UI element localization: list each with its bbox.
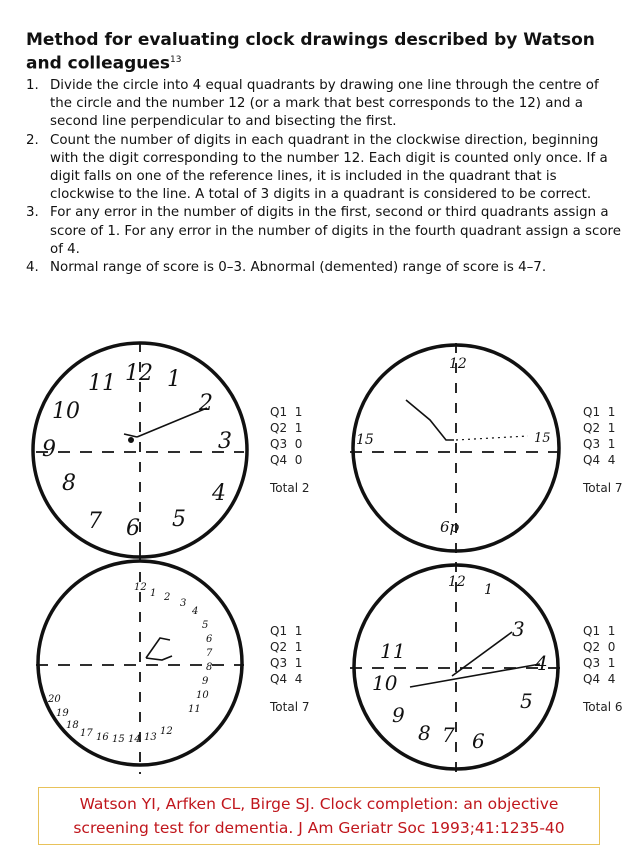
clock-digit: 5 bbox=[202, 620, 209, 631]
clock-digit: 6 bbox=[126, 516, 140, 541]
clock-digit: 9 bbox=[42, 437, 56, 462]
clock-digit: 5 bbox=[172, 507, 186, 532]
quadrant-score: 1 bbox=[294, 656, 303, 670]
clock-digit: 13 bbox=[144, 732, 157, 743]
score-row bbox=[583, 639, 622, 655]
total-score: Total 7 bbox=[270, 700, 310, 714]
step-text: For any error in the number of digits in the first, second or third quadrants assign a score of 1. For any error in the number of digits in the fourth quadrant assign a score of 4. bbox=[50, 205, 622, 257]
quadrant-label: Q1 bbox=[583, 624, 601, 638]
clock-4-scores bbox=[583, 623, 622, 715]
clock-digit: 1 bbox=[150, 588, 157, 599]
step-text: Divide the circle into 4 equal quadrants by drawing one line through the centre of the circle and the number 12 (or a mark that best corresponds to the 12) and a second line perpendicular to and bisecting the first. bbox=[50, 78, 599, 130]
clock-drawings-svg bbox=[0, 340, 638, 780]
clock-hand bbox=[452, 632, 512, 676]
clock-digit: 17 bbox=[80, 728, 93, 739]
step-text: Normal range of score is 0–3. Abnormal (demented) range of score is 4–7. bbox=[50, 260, 547, 276]
clock-digit: 8 bbox=[62, 471, 76, 496]
quadrant-label: Q1 bbox=[270, 624, 288, 638]
citation-line: screening test for dementia. J Am Geriatr Soc 1993;41:1235-40 bbox=[73, 819, 565, 837]
clock-digit: 5 bbox=[520, 689, 533, 713]
score-row bbox=[270, 639, 309, 655]
clock-digit: 6 bbox=[206, 634, 213, 645]
clock-digit: 4 bbox=[212, 481, 226, 506]
quadrant-score: 0 bbox=[294, 437, 303, 451]
score-row bbox=[270, 623, 309, 639]
step-item bbox=[26, 259, 622, 277]
clock-digit: 19 bbox=[56, 708, 69, 719]
clock-digit: 3 bbox=[512, 617, 525, 641]
score-row bbox=[583, 404, 622, 420]
quadrant-score: 1 bbox=[294, 624, 303, 638]
clock-digit: 9 bbox=[392, 703, 405, 727]
clock-digit: 12 bbox=[134, 582, 147, 593]
clock-digit: 10 bbox=[372, 671, 398, 695]
clock-digit: 1 bbox=[484, 582, 493, 598]
clock-digit: 4 bbox=[535, 651, 548, 675]
clock-hand bbox=[137, 408, 207, 437]
score-row bbox=[583, 452, 622, 468]
quadrant-score: 4 bbox=[294, 672, 303, 686]
quadrant-label: Q2 bbox=[583, 421, 601, 435]
clock-digit: 18 bbox=[66, 720, 79, 731]
quadrant-score: 1 bbox=[294, 640, 303, 654]
quadrant-label: Q4 bbox=[583, 453, 601, 467]
clock-digit: 10 bbox=[196, 690, 209, 701]
method-steps bbox=[26, 77, 622, 277]
clock-digit: 6 bbox=[472, 729, 485, 753]
clock-digit: 6p bbox=[440, 518, 460, 536]
clock-digit: 11 bbox=[188, 704, 201, 715]
score-row bbox=[583, 436, 622, 452]
citation-box bbox=[38, 787, 600, 845]
clock-digit: 16 bbox=[96, 732, 109, 743]
clock-center bbox=[129, 438, 134, 443]
quadrant-score: 4 bbox=[607, 672, 616, 686]
total-score: Total 6 bbox=[583, 700, 623, 714]
clock-2-digits bbox=[356, 356, 551, 536]
title-reference: 13 bbox=[170, 55, 182, 65]
quadrant-score: 1 bbox=[607, 624, 616, 638]
clock-digit: 10 bbox=[52, 399, 80, 424]
quadrant-score: 1 bbox=[607, 656, 616, 670]
score-row bbox=[270, 671, 309, 687]
quadrant-label: Q3 bbox=[270, 656, 288, 670]
clock-digit: 12 bbox=[160, 726, 173, 737]
quadrant-score: 1 bbox=[607, 437, 616, 451]
clock-hand bbox=[124, 434, 137, 437]
clock-digit: 14 bbox=[128, 734, 141, 745]
step-item bbox=[26, 132, 622, 205]
title-text: Method for evaluating clock drawings described by Watson and colleagues bbox=[26, 30, 595, 74]
clock-3-scores bbox=[270, 623, 309, 715]
clock-hand bbox=[456, 436, 528, 440]
clock-digit: 1 bbox=[167, 367, 181, 392]
clock-digit: 15 bbox=[534, 431, 551, 446]
step-number: 2. bbox=[26, 132, 39, 148]
step-number: 3. bbox=[26, 205, 39, 221]
score-row bbox=[270, 655, 309, 671]
quadrant-label: Q4 bbox=[270, 453, 288, 467]
clock-1-scores bbox=[270, 404, 309, 496]
clock-3-digits bbox=[47, 582, 213, 745]
quadrant-score: 1 bbox=[607, 405, 616, 419]
clock-4-digits bbox=[372, 574, 548, 753]
quadrant-score: 4 bbox=[607, 453, 616, 467]
clock-digit: 2 bbox=[199, 391, 213, 416]
clock-digit: 20 bbox=[48, 694, 61, 705]
clock-digit: 7 bbox=[206, 648, 213, 659]
clock-digit: 15 bbox=[112, 734, 125, 745]
clock-2-scores bbox=[583, 404, 622, 496]
clock-digit: 2 bbox=[164, 592, 171, 603]
clock-hand bbox=[146, 638, 170, 658]
total-score: Total 7 bbox=[583, 481, 623, 495]
clock-digit: 8 bbox=[206, 662, 213, 673]
quadrant-score: 1 bbox=[607, 421, 616, 435]
total-score: Total 2 bbox=[270, 481, 310, 495]
clock-digit: 11 bbox=[380, 639, 406, 663]
score-row bbox=[270, 452, 309, 468]
step-item bbox=[26, 77, 622, 132]
quadrant-label: Q3 bbox=[270, 437, 288, 451]
clock-digit: 12 bbox=[449, 356, 467, 372]
clock-digit: 12 bbox=[125, 361, 153, 386]
step-number: 1. bbox=[26, 78, 39, 93]
quadrant-label: Q3 bbox=[583, 656, 601, 670]
quadrant-label: Q3 bbox=[583, 437, 601, 451]
quadrant-score: 1 bbox=[294, 405, 303, 419]
clock-hand bbox=[406, 400, 454, 440]
step-item bbox=[26, 204, 622, 259]
quadrant-score: 0 bbox=[607, 640, 616, 654]
quadrant-label: Q4 bbox=[270, 672, 288, 686]
score-row bbox=[583, 623, 622, 639]
clock-digit: 11 bbox=[88, 371, 116, 396]
quadrant-label: Q2 bbox=[270, 421, 288, 435]
quadrant-score: 0 bbox=[294, 453, 303, 467]
citation-line: Watson YI, Arfken CL, Birge SJ. Clock completion: an objective bbox=[79, 795, 559, 813]
step-number: 4. bbox=[26, 260, 39, 276]
clock-drawing-4 bbox=[350, 562, 562, 778]
clock-drawings-figure bbox=[0, 340, 638, 780]
quadrant-label: Q2 bbox=[583, 640, 601, 654]
clock-hand bbox=[410, 664, 540, 687]
page-title bbox=[26, 30, 616, 74]
quadrant-label: Q4 bbox=[583, 672, 601, 686]
clock-digit: 7 bbox=[442, 723, 455, 747]
clock-digit: 4 bbox=[192, 606, 199, 617]
clock-digit: 3 bbox=[218, 429, 232, 454]
clock-digit: 7 bbox=[88, 509, 102, 534]
score-row bbox=[583, 655, 622, 671]
clock-digit: 3 bbox=[180, 598, 187, 609]
score-row bbox=[583, 420, 622, 436]
score-row bbox=[270, 436, 309, 452]
score-row bbox=[270, 404, 309, 420]
clock-digit: 8 bbox=[418, 721, 431, 745]
quadrant-score: 1 bbox=[294, 421, 303, 435]
clock-hand bbox=[146, 656, 172, 660]
clock-digit: 9 bbox=[202, 676, 209, 687]
score-row bbox=[270, 420, 309, 436]
clock-1-digits bbox=[42, 361, 232, 541]
score-row bbox=[583, 671, 622, 687]
clock-digit: 15 bbox=[356, 432, 374, 448]
quadrant-label: Q2 bbox=[270, 640, 288, 654]
step-text: Count the number of digits in each quadrant in the clockwise direction, beginning with the digit corresponding to the number 12. Each digit is counted only once. If a digit falls on one of the reference lines, it is included in the quadrant that is clockwise to the line. A total of 3 digits in a quadrant is considered to be correct. bbox=[50, 132, 608, 203]
quadrant-label: Q1 bbox=[583, 405, 601, 419]
quadrant-label: Q1 bbox=[270, 405, 288, 419]
clock-digit: 12 bbox=[448, 574, 466, 590]
